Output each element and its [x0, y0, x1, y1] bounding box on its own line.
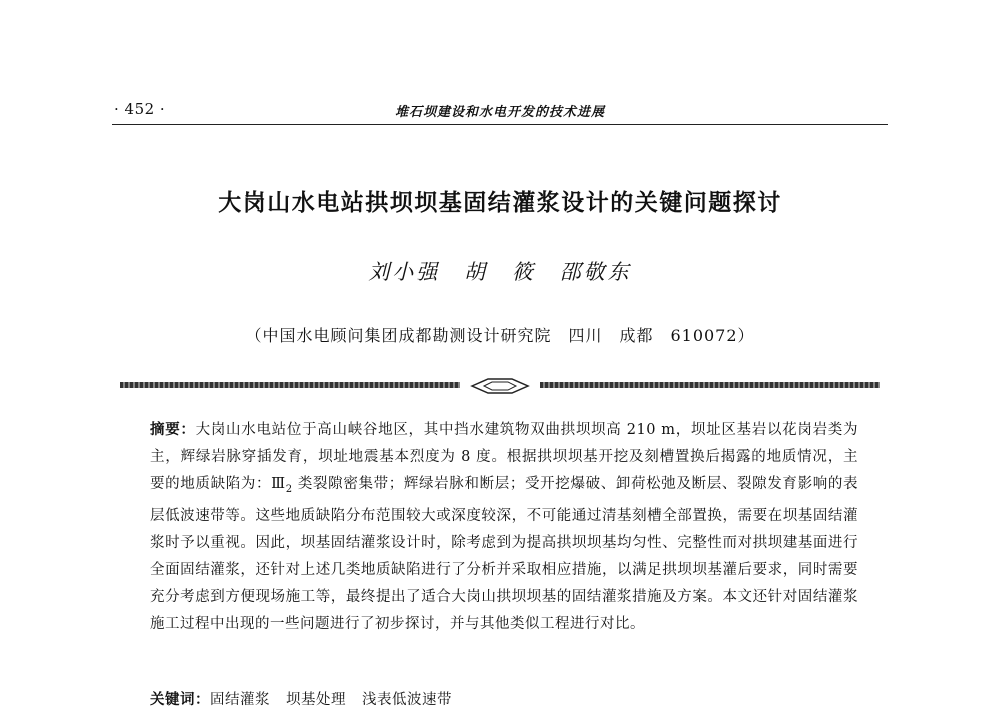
- page-header: [112, 96, 888, 125]
- keywords: [150, 686, 858, 714]
- keyword: 坝基处理: [286, 692, 346, 708]
- running-head: 堆石坝建设和水电开发的技术进展: [394, 105, 605, 120]
- diamond-ornament-icon: [470, 376, 530, 396]
- keyword: 固结灌浆: [210, 692, 270, 708]
- author-list: [0, 256, 1000, 286]
- keyword: 浅表低波速带: [362, 692, 452, 708]
- abstract-subscript: 2: [285, 483, 293, 495]
- abstract: [150, 416, 858, 638]
- section-divider: [120, 376, 880, 396]
- author-affiliation: （中国水电顾问集团成都勘测设计研究院 四川 成都 610072）: [245, 326, 755, 345]
- author-name: 邵敬东: [559, 260, 632, 284]
- divider-bar-right: [540, 382, 880, 388]
- keywords-label: 关键词：: [150, 691, 210, 708]
- divider-bar-left: [120, 382, 460, 388]
- author-name: 刘小强: [368, 260, 441, 284]
- page-number: · 452 ·: [114, 100, 166, 118]
- abstract-text: 类裂隙密集带；辉绿岩脉和断层；受开挖爆破、卸荷松弛及断层、裂隙发育影响的表层低波速带等。这些地质缺陷分布范围较大或深度较深，不可能通过清基刻槽全部置换，需要在坝基固结灌浆时予以重视。因此，坝基固结灌浆设计时，除考虑到为提高拱坝坝基均匀性、完整性而对拱坝建基面进行全面固结灌浆，还针对上述几类地质缺陷进行了分析并采取相应措施，以满足拱坝坝基灌后要求，同时需要充分考虑到方便现场施工等，最终提出了适合大岗山拱坝坝基的固结灌浆措施及方案。本文还针对固结灌浆施工过程中出现的一些问题进行了初步探讨，并与其他类似工程进行对比。: [150, 476, 858, 632]
- author-name: 胡 筱: [464, 260, 536, 284]
- paper-title: 大岗山水电站拱坝坝基固结灌浆设计的关键问题探讨: [218, 190, 782, 216]
- abstract-label: 摘要：: [150, 421, 196, 438]
- abstract-text: 大岗山水电站位于高山峡谷地区，其中挡水建筑物双曲拱坝坝高 210 m，坝址区基岩以花岗岩类为主，辉绿岩脉穿插发育，坝址地震基本烈度为 8 度。根据拱坝坝基开挖及刻槽置换后揭露的地质情况，主要的地质缺陷为：Ⅲ: [150, 422, 859, 492]
